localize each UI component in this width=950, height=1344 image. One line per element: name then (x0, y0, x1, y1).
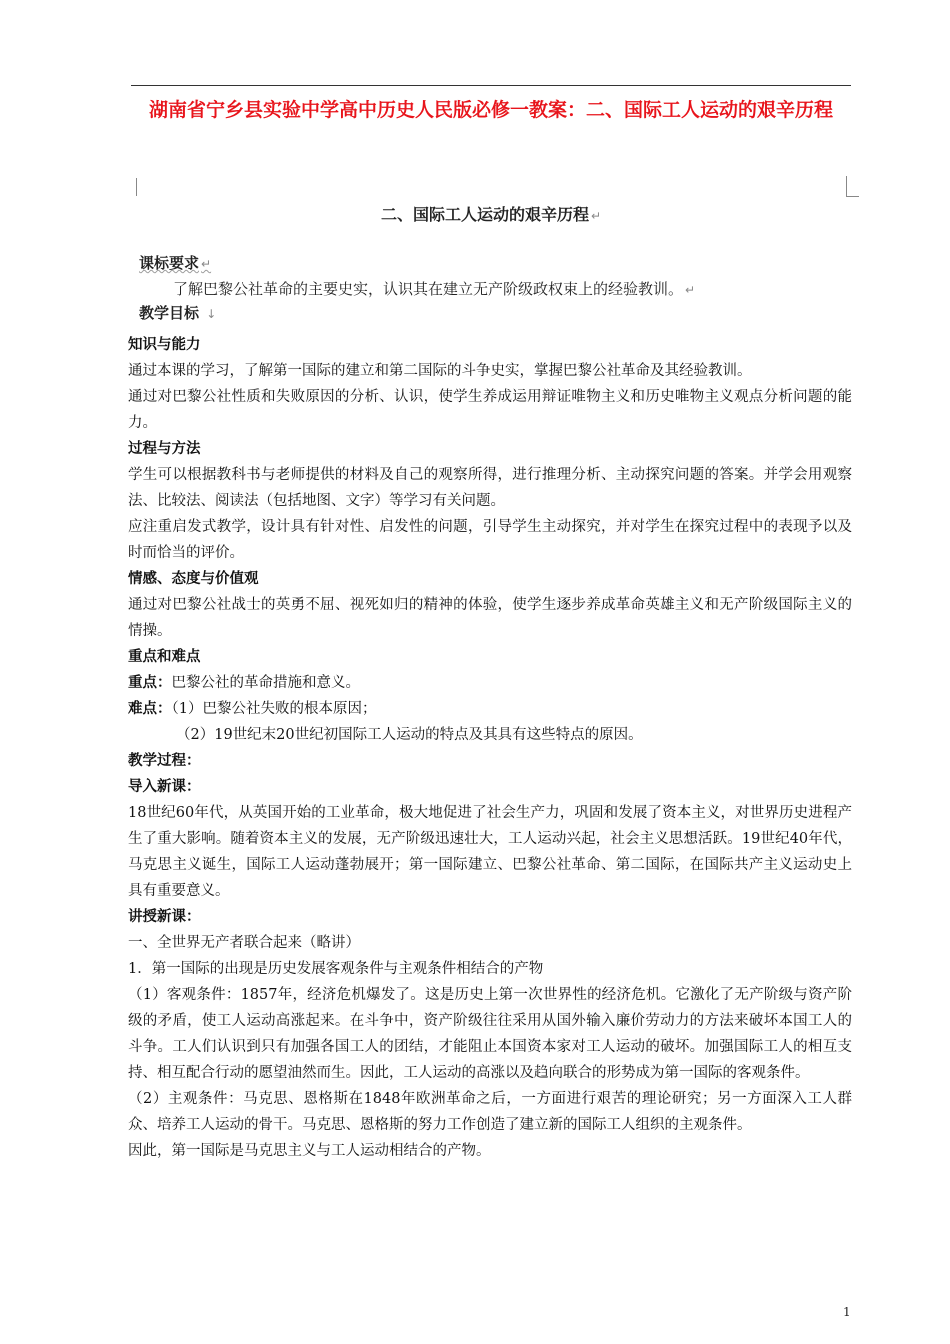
paragraph: 学生可以根据教科书与老师提供的材料及自己的观察所得，进行推理分析、主动探究问题的答案。并学会用观察法、比较法、阅读法（包括地图、文字）等学习有关问题。 (128, 467, 852, 509)
paragraph: 应注重启发式教学，设计具有针对性、启发性的问题，引导学生主动探究，并对学生在探究过程中的表现予以及时而恰当的评价。 (128, 519, 852, 561)
item-heading: 1．第一国际的出现是历史发展客观条件与主观条件相结合的产物 (128, 961, 544, 977)
margin-mark-left (136, 178, 137, 196)
header-rule (131, 85, 851, 86)
paragraph: （1）客观条件：1857年，经济危机爆发了。这是历史上第一次世界性的经济危机。它激化了无产阶级与资产阶级的矛盾，使工人运动高涨起来。在斗争中，资产阶级往往采用从国外输入廉价劳动力的方法来破坏本国工人的斗争。工人们认识到只有加强各国工人的团结，才能阻止本国资本家对工人运动的破坏。加强国际工人的相互支持、相互配合行动的愿望油然而生。因此，工人运动的高涨以及趋向联合的形势成为第一国际的客观条件。 (128, 987, 852, 1081)
paragraph: 18世纪60年代，从英国开始的工业革命，极大地促进了社会生产力，巩固和发展了资本主义，对世界历史进程产生了重大影响。随着资本主义的发展，无产阶级迅速壮大，工人运动兴起，社会主义思想活跃。19世纪40年代，马克思主义诞生，国际工人运动蓬勃展开；第一国际建立、巴黎公社革命、第二国际，在国际共产主义运动史上具有重要意义。 (128, 805, 852, 899)
part-heading: 一、全世界无产者联合起来（略讲） (128, 935, 360, 951)
return-mark-icon: ↵ (590, 209, 602, 223)
paragraph: 通过对巴黎公社性质和失败原因的分析、认识，使学生养成运用辩证唯物主义和历史唯物主义观点分析问题的能力。 (128, 389, 852, 431)
document-body (128, 332, 852, 1164)
key-point-line (128, 670, 852, 696)
paragraph: （2）主观条件：马克思、恩格斯在1848年欧洲革命之后，一方面进行艰苦的理论研究；另一方面深入工人群众、培养工人运动的骨干。马克思、恩格斯的努力工作创造了建立新的国际工人组织的主观条件。 (128, 1091, 852, 1133)
section-heading-lecture: 讲授新课： (128, 909, 201, 925)
difficulty-line (128, 696, 852, 722)
paragraph: 因此，第一国际是马克思主义与工人运动相结合的产物。 (128, 1143, 491, 1159)
document-title: 湖南省宁乡县实验中学高中历史人民版必修一教案：二、国际工人运动的艰辛历程 (148, 99, 833, 121)
down-arrow-mark-icon: ↓ (206, 307, 217, 321)
page-number: 1 (843, 1305, 851, 1319)
curriculum-requirement-heading: 课标要求 ↵ (139, 254, 212, 272)
margin-mark-right (846, 176, 859, 197)
embedded-text-image (131, 196, 851, 326)
curriculum-requirement-text: 了解巴黎公社革命的主要史实，认识其在建立无产阶级政权束上的经验教训。 ↵ (173, 280, 696, 298)
difficulty-text-2: （2）19世纪末20世纪初国际工人运动的特点及其具有这些特点的原因。 (176, 727, 643, 743)
key-point-text: 巴黎公社的革命措施和意义。 (171, 675, 360, 691)
return-mark-icon: ↵ (201, 257, 212, 271)
lesson-subtitle: 二、国际工人运动的艰辛历程 ↵ (380, 205, 602, 224)
section-heading-values: 情感、态度与价值观 (128, 571, 259, 587)
paragraph: 通过对巴黎公社战士的英勇不屈、视死如归的精神的体验，使学生逐步养成革命英雄主义和无产阶级国际主义的情操。 (128, 597, 852, 639)
section-heading-key-points: 重点和难点 (128, 649, 201, 665)
key-point-label: 重点： (128, 675, 172, 691)
section-heading-teaching-process: 教学过程： (128, 753, 201, 769)
section-heading-knowledge: 知识与能力 (128, 337, 201, 353)
teaching-goal-heading: 教学目标 ↓ (139, 304, 217, 322)
section-heading-introduction: 导入新课： (128, 779, 201, 795)
return-mark-icon: ↵ (685, 283, 696, 297)
difficulty-label: 难点： (128, 701, 172, 717)
paragraph: 通过本课的学习，了解第一国际的建立和第二国际的斗争史实，掌握巴黎公社革命及其经验教训。 (128, 363, 752, 379)
section-heading-process: 过程与方法 (128, 441, 201, 457)
difficulty-text-1: （1）巴黎公社失败的根本原因； (171, 701, 377, 717)
